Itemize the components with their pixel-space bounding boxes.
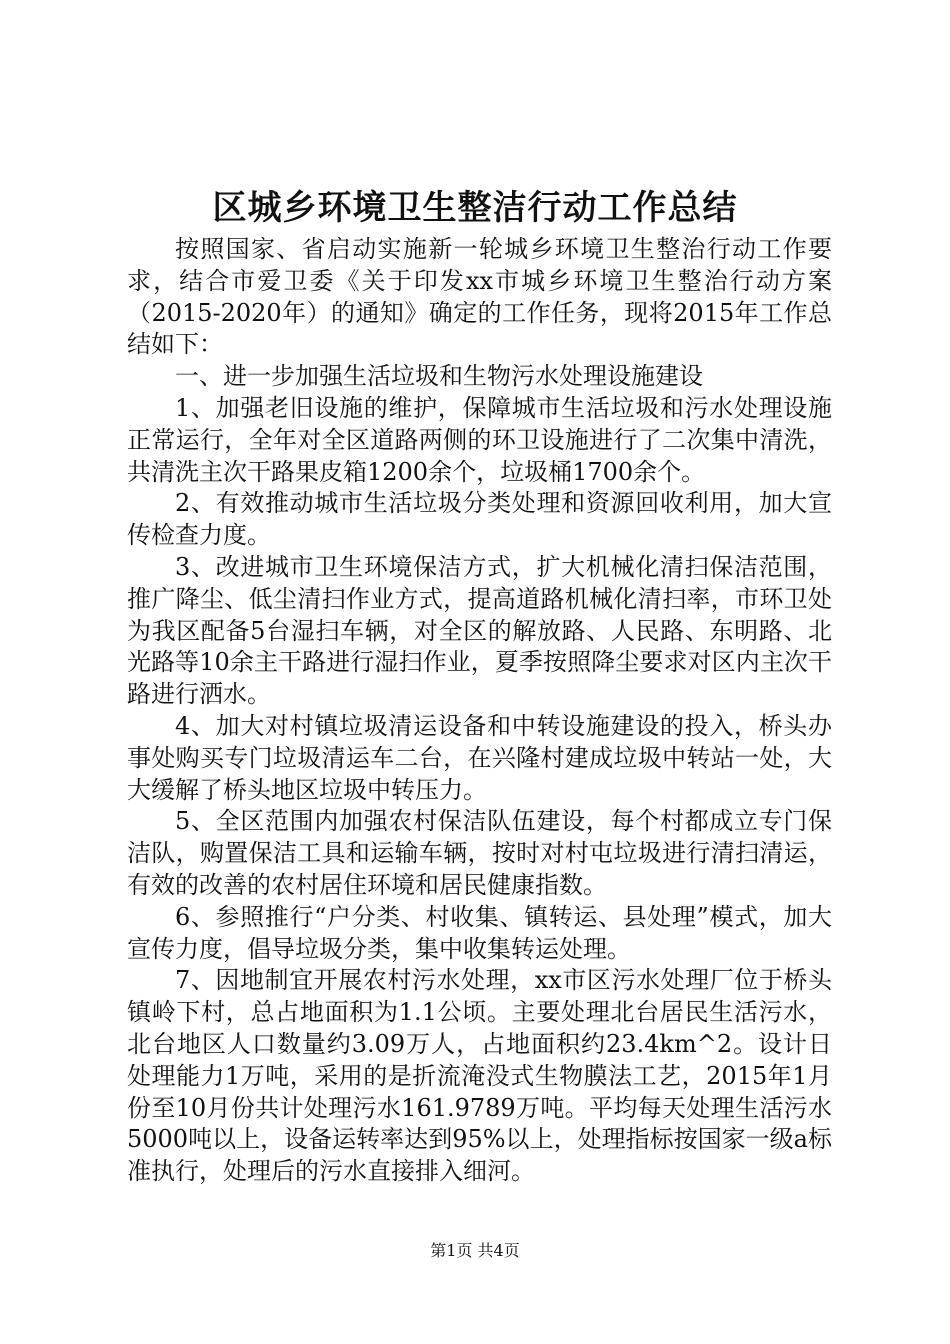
page-number-footer: 第1页 共4页	[430, 1241, 520, 1260]
paragraph-item-5: 5、全区范围内加强农村保洁队伍建设，每个村都成立专门保洁队，购置保洁工具和运输车辆，按时对村屯垃圾进行清扫清运，有效的改善的农村居住环境和居民健康指数。	[127, 807, 832, 899]
page-title: 区城乡环境卫生整洁行动工作总结	[212, 188, 738, 228]
section-heading-1: 一、进一步加强生活垃圾和生物污水处理设施建设	[175, 362, 703, 391]
paragraph-item-1: 1、加强老旧设施的维护，保障城市生活垃圾和污水处理设施正常运行，全年对全区道路两侧的环卫设施进行了二次集中清洗，共清洗主次干路果皮箱1200余个，垃圾桶1700余个。	[127, 393, 832, 486]
paragraph-intro: 按照国家、省启动实施新一轮城乡环境卫生整治行动工作要求，结合市爱卫委《关于印发xx市城乡环境卫生整治行动方案（2015-2020年）的通知》确定的工作任务，现将2015年工作总结如下：	[127, 235, 832, 359]
paragraph-item-7: 7、因地制宜开展农村污水处理，xx市区污水处理厂位于桥头镇岭下村，总占地面积为1.1公顷。主要处理北台居民生活污水，北台地区人口数量约3.09万人，占地面积约23.4km^2。设计日处理能力1万吨，采用的是折流淹没式生物膜法工艺，2015年1月份至10月份共计处理污水161.9789万吨。平均每天处理生活污水5000吨以上，设备运转率达到95%以上，处理指标按国家一级a标准执行，处理后的污水直接排入细河。	[127, 966, 832, 1186]
paragraph-item-6: 6、参照推行“户分类、村收集、镇转运、县处理”模式，加大宣传力度，倡导垃圾分类，集中收集转运处理。	[127, 902, 832, 963]
paragraph-item-2: 2、有效推动城市生活垃圾分类处理和资源回收利用，加大宣传检查力度。	[127, 489, 832, 550]
document-body	[127, 234, 832, 1188]
paragraph-item-3: 3、改进城市卫生环境保洁方式，扩大机械化清扫保洁范围，推广降尘、低尘清扫作业方式，提高道路机械化清扫率，市环卫处为我区配备5台湿扫车辆，对全区的解放路、人民路、东明路、北光路等10余主干路进行湿扫作业，夏季按照降尘要求对区内主次干路进行洒水。	[127, 552, 832, 709]
paragraph-item-4: 4、加大对村镇垃圾清运设备和中转设施建设的投入，桥头办事处购买专门垃圾清运车二台，在兴隆村建成垃圾中转站一处，大大缓解了桥头地区垃圾中转压力。	[127, 711, 832, 804]
